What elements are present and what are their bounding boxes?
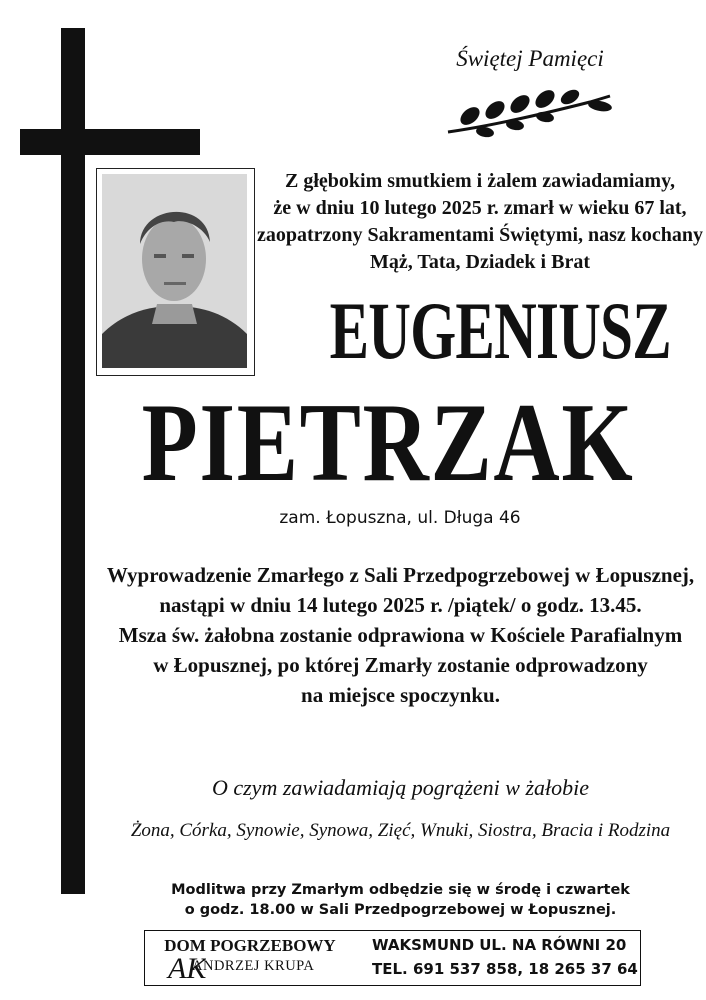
header-title: Świętej Pamięci — [456, 46, 604, 71]
cross-icon-horizontal — [20, 129, 200, 155]
logo-letters: AK — [168, 952, 206, 985]
funeral-home-address: WAKSMUND UL. NA RÓWNI 20 — [372, 936, 627, 954]
cross-icon-vertical — [61, 28, 85, 894]
last-name: PIETRZAK — [141, 381, 635, 505]
intro-line: zaopatrzony Sakramentami Świętymi, nasz kochany — [256, 224, 704, 246]
ceremony-line: w Łopusznej, po której Zmarły zostanie odprowadzony — [153, 653, 648, 677]
funeral-home-phone: TEL. 691 537 858, 18 265 37 64 — [372, 960, 638, 978]
prayer-line: Modlitwa przy Zmarłym odbędzie się w środę i czwartek — [171, 882, 630, 898]
prayer-text — [95, 880, 706, 920]
ceremony-line: na miejsce spoczynku. — [301, 683, 500, 707]
intro-line: Z głębokim smutkiem i żalem zawiadamiamy, — [285, 170, 675, 192]
funeral-home-name: DOM POGRZEBOWY — [164, 936, 336, 955]
intro-text — [250, 168, 706, 276]
ceremony-line: Wyprowadzenie Zmarłego z Sali Przedpogrzebowej w Łopusznej, — [106, 563, 695, 587]
address: zam. Łopuszna, ul. Długa 46 — [279, 508, 521, 528]
intro-line: że w dniu 10 lutego 2025 r. zmarł w wieku 67 lat, — [273, 197, 687, 219]
prayer-line: o godz. 18.00 w Sali Przedpogrzebowej w Łopusznej. — [184, 902, 617, 918]
ceremony-text — [95, 560, 706, 710]
portrait-photo — [102, 174, 247, 368]
first-name: EUGENIUSZ — [329, 285, 671, 376]
ceremony-line: Msza św. żałobna zostanie odprawiona w Kościele Parafialnym — [118, 623, 683, 647]
mourners-list: Żona, Córka, Synowie, Synowa, Zięć, Wnuki, Siostra, Bracia i Rodzina — [130, 820, 671, 841]
intro-line: Mąż, Tata, Dziadek i Brat — [370, 251, 590, 273]
ceremony-line: nastąpi w dniu 14 lutego 2025 r. /piątek/ o godz. 13.45. — [159, 593, 642, 617]
mourners-lead: O czym zawiadamiają pogrążeni w żałobie — [211, 775, 590, 800]
olive-branch-icon — [440, 88, 620, 138]
funeral-home-owner: ANDRZEJ KRUPA — [192, 958, 315, 974]
